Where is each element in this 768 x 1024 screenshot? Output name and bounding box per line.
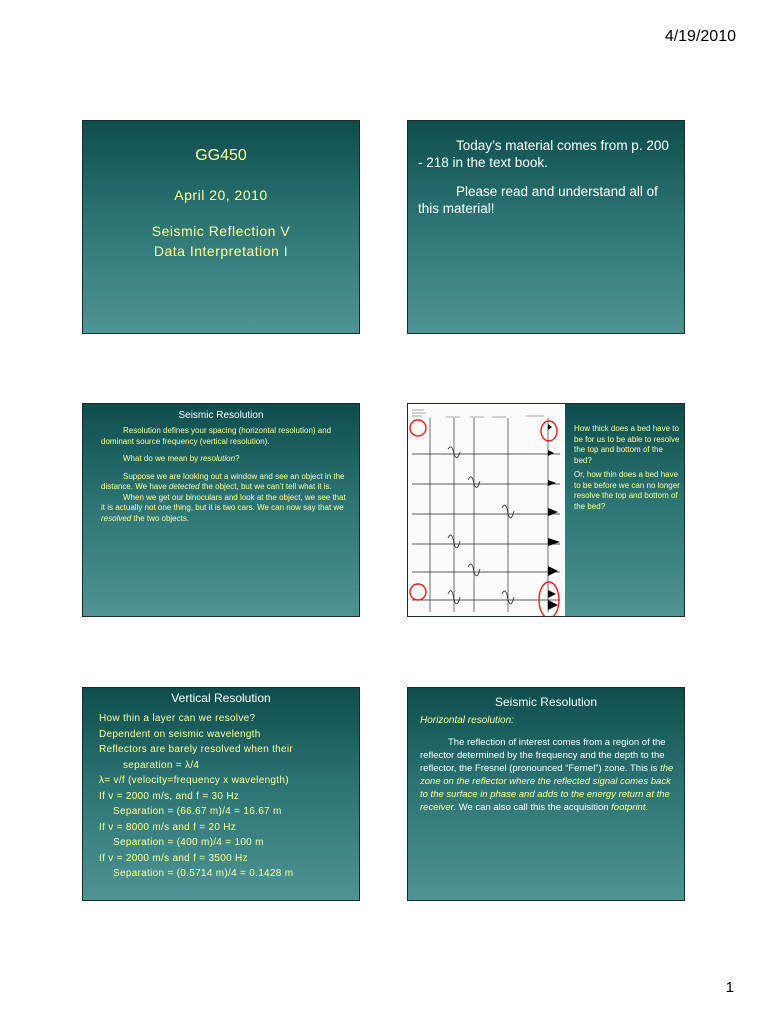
slide-bed-thickness [407, 403, 685, 617]
question-1: How thick does a bed have to be for us to be able to resolve the top and bottom of the bed? [574, 424, 680, 465]
page-number: 1 [725, 979, 734, 996]
lecture-topic [83, 221, 359, 261]
list-item: separation = λ/4 [123, 759, 200, 771]
list-item: Reflectors are barely resolved when their [99, 744, 294, 755]
page-date: 4/19/2010 [664, 28, 736, 45]
course-title: GG450 [195, 147, 247, 164]
list-item: If v = 8000 m/s and f = 20 Hz [99, 821, 237, 833]
slide-subheading: Horizontal resolution: [420, 715, 514, 726]
list-item: How thin a layer can we resolve? [99, 713, 256, 724]
lecture-date: April 20, 2010 [174, 187, 268, 203]
list-item: λ= v/f (velocity=frequency x wavelength) [99, 775, 289, 786]
reading-para-2: Please read and understand all of this material! [418, 184, 658, 216]
slide-heading: Vertical Resolution [171, 691, 271, 705]
slide-body [101, 426, 347, 531]
slide-horizontal-resolution [407, 687, 685, 901]
reading-text [418, 137, 676, 229]
list-item: Dependent on seismic wavelength [99, 728, 261, 740]
list-item: If v = 2000 m/s and f = 3500 Hz [99, 852, 248, 864]
bed-questions [574, 424, 680, 516]
slide-body: The reflection of interest comes from a region of the reflector determined by the frequency and the depth to the reflector, the Fresnel (pronounced “Fernel”) zone. This is the zone on the reflector where the reflected signal comes back to the surface in phase and adds to the energy return at the receiver. We can also call this the acquisition footprint. [420, 737, 674, 813]
slide-vertical-resolution [82, 687, 360, 901]
seismic-traces-image [408, 404, 565, 616]
body-para-4: When we get our binoculars and look at the object, we see that it is actually not one thing, but it is two cars. We can now say that we resolved the two objects. [101, 492, 346, 523]
body-para-3: Suppose we are looking out a window and see an object in the distance. We have detected the object, but we can’t tell what it is. [101, 471, 345, 491]
list-item: If v = 2000 m/s, and f = 30 Hz [99, 790, 240, 802]
slide-title [82, 120, 360, 334]
body-para-2: What do we mean by resolution? [123, 454, 240, 463]
list-item: Separation = (400 m)/4 = 100 m [113, 837, 264, 848]
reading-para-1: Today’s material comes from p. 200 - 218 in the text book. [418, 138, 669, 170]
slide-heading: Seismic Resolution [494, 695, 598, 709]
list-item: Separation = (0.5714 m)/4 = 0.1428 m [113, 868, 294, 879]
seismic-trace-figure [408, 404, 565, 616]
body-para-1: Resolution defines your spacing (horizontal resolution) and dominant source frequency (vertical resolution). [101, 426, 332, 446]
slide-reading [407, 120, 685, 334]
topic-line-2: Data Interpretation I [153, 243, 289, 259]
slide-heading: Seismic Resolution [178, 410, 264, 421]
list-item: Separation = (66.67 m)/4 = 16.67 m [113, 806, 282, 817]
resolution-list [99, 711, 353, 882]
question-2: Or, how thin does a bed have to be before we can no longer resolve the top and bottom of the bed? [574, 470, 680, 511]
topic-line-1: Seismic Reflection V [151, 223, 291, 239]
slide-seismic-resolution [82, 403, 360, 617]
